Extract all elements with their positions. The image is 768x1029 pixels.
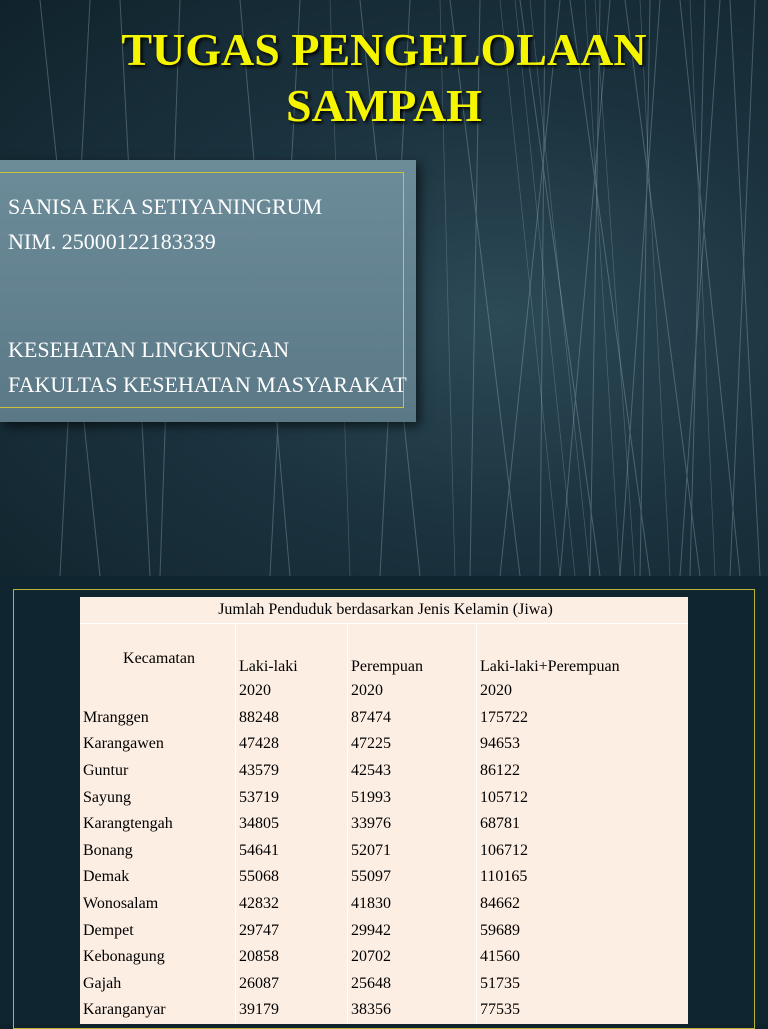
cell-laki: 47428 — [236, 731, 348, 758]
table-row — [80, 784, 688, 811]
cell-total: 68781 — [477, 811, 689, 838]
cell-perempuan: 29942 — [348, 917, 477, 944]
cell-laki: 39179 — [236, 997, 348, 1024]
table-caption: Jumlah Penduduk berdasarkan Jenis Kelamin (Jiwa) — [80, 597, 688, 624]
cell-laki: 20858 — [236, 944, 348, 971]
table-row — [80, 838, 688, 865]
table-row — [80, 864, 688, 891]
faculty: FAKULTAS KESEHATAN MASYARAKAT — [8, 372, 407, 397]
cell-total: 105712 — [477, 784, 689, 811]
cell-kecamatan: Gajah — [83, 974, 122, 992]
table-row — [80, 971, 688, 998]
cell-perempuan: 38356 — [348, 997, 477, 1024]
table-row — [80, 758, 688, 785]
cell-laki: 43579 — [236, 758, 348, 785]
cell-kecamatan: Demak — [83, 868, 130, 886]
cell-kecamatan: Wonosalam — [83, 895, 159, 913]
table-row — [80, 997, 688, 1024]
cell-laki: 42832 — [236, 891, 348, 918]
table-body — [80, 705, 688, 1024]
cell-laki: 29747 — [236, 917, 348, 944]
cell-perempuan: 42543 — [348, 758, 477, 785]
population-table — [80, 597, 688, 1024]
cell-laki: 55068 — [236, 864, 348, 891]
cell-total: 59689 — [477, 917, 689, 944]
student-name: SANISA EKA SETIYANINGRUM — [8, 194, 323, 219]
title-line-1: TUGAS PENGELOLAAN — [121, 24, 647, 75]
cell-perempuan: 25648 — [348, 971, 477, 998]
cell-kecamatan: Karangawen — [83, 735, 164, 753]
cell-laki: 34805 — [236, 811, 348, 838]
cell-kecamatan: Kebonagung — [83, 948, 165, 966]
cell-kecamatan: Karangtengah — [83, 815, 173, 833]
title-line-2: SAMPAH — [286, 80, 482, 131]
header-kecamatan: Kecamatan — [123, 650, 195, 667]
table-caption-row — [80, 597, 688, 624]
cell-total: 86122 — [477, 758, 689, 785]
cell-laki: 26087 — [236, 971, 348, 998]
student-nim: NIM. 25000122183339 — [8, 229, 216, 254]
year-perempuan: 2020 — [348, 678, 477, 705]
cell-total: 175722 — [477, 705, 689, 732]
header-perempuan: Perempuan — [348, 624, 477, 679]
cell-perempuan: 51993 — [348, 784, 477, 811]
cell-perempuan: 87474 — [348, 705, 477, 732]
cell-total: 106712 — [477, 838, 689, 865]
table-row — [80, 891, 688, 918]
cell-total: 41560 — [477, 944, 689, 971]
table-row — [80, 811, 688, 838]
table-row — [80, 731, 688, 758]
cell-total: 77535 — [477, 997, 689, 1024]
header-laki: Laki-laki — [236, 624, 348, 679]
table-row — [80, 944, 688, 971]
cell-kecamatan: Guntur — [83, 762, 129, 780]
table-row — [80, 705, 688, 732]
cell-perempuan: 52071 — [348, 838, 477, 865]
cell-laki: 53719 — [236, 784, 348, 811]
cell-total: 51735 — [477, 971, 689, 998]
cell-perempuan: 20702 — [348, 944, 477, 971]
header-total: Laki-laki+Perempuan — [477, 624, 689, 679]
cell-laki: 88248 — [236, 705, 348, 732]
table-row — [80, 917, 688, 944]
cell-perempuan: 33976 — [348, 811, 477, 838]
cell-kecamatan: Bonang — [83, 841, 133, 859]
population-table-container — [80, 597, 688, 1024]
cell-laki: 54641 — [236, 838, 348, 865]
cell-kecamatan: Dempet — [83, 921, 134, 939]
cell-perempuan: 47225 — [348, 731, 477, 758]
cell-kecamatan: Mranggen — [83, 708, 149, 726]
cell-kecamatan: Karanganyar — [83, 1001, 166, 1019]
cell-total: 84662 — [477, 891, 689, 918]
year-laki: 2020 — [236, 678, 348, 705]
cell-total: 110165 — [477, 864, 689, 891]
cell-kecamatan: Sayung — [83, 788, 131, 806]
year-total: 2020 — [477, 678, 689, 705]
cell-perempuan: 41830 — [348, 891, 477, 918]
department: KESEHATAN LINGKUNGAN — [8, 337, 290, 362]
cell-perempuan: 55097 — [348, 864, 477, 891]
table-header-row — [80, 624, 688, 679]
cell-total: 94653 — [477, 731, 689, 758]
slide-title — [0, 22, 768, 134]
